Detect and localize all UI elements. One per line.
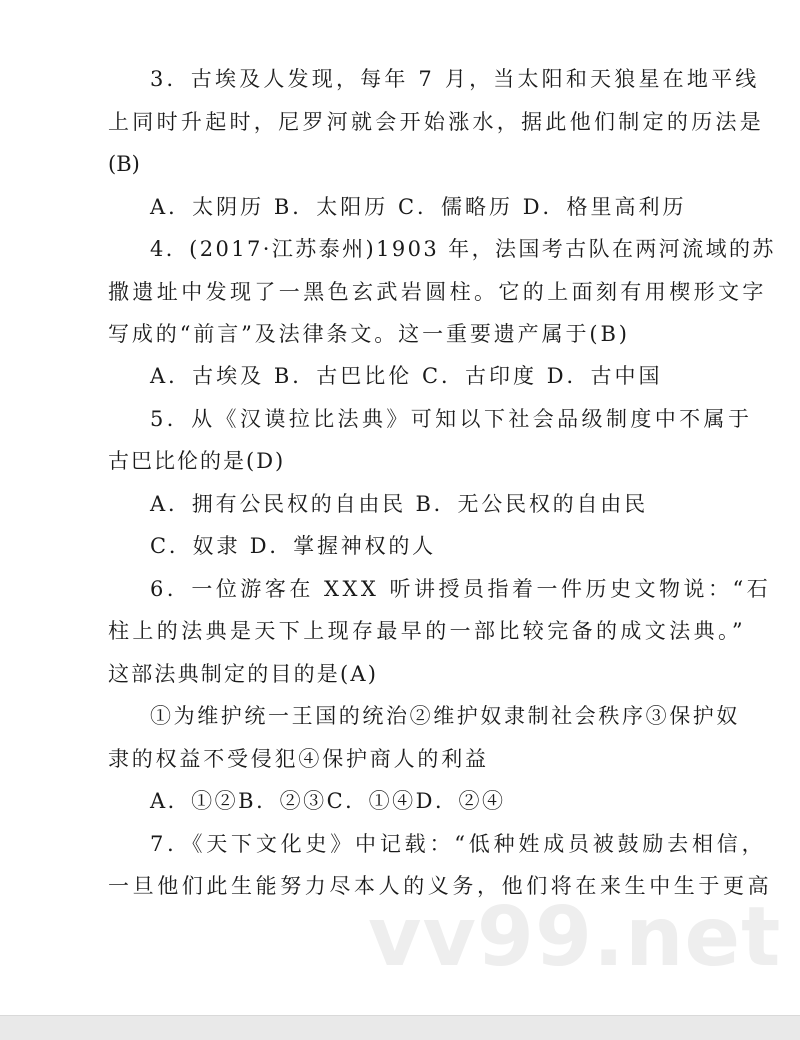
q4-line-2: 撒遗址中发现了一黑色玄武岩圆柱。它的上面刻有用楔形文字 xyxy=(108,280,767,304)
q6-statements-2: 隶的权益不受侵犯④保护商人的利益 xyxy=(108,747,489,771)
q7-line-2: 一旦他们此生能努力尽本人的义务，他们将在来生中生于更高 xyxy=(108,874,773,898)
watermark: vv99.net xyxy=(368,890,782,985)
q6-line-3: 这部法典制定的目的是(A) xyxy=(108,662,379,686)
q6-line-2: 柱上的法典是天下上现存最早的一部比较完备的成文法典。” xyxy=(108,619,747,643)
q6-options: A．①②B．②③C．①④D．②④ xyxy=(150,789,506,813)
q6-line-1: 6．一位游客在 XXX 听讲授员指着一件历史文物说：“石 xyxy=(150,577,772,601)
q4-line-3: 写成的“前言”及法律条文。这一重要遗产属于(B) xyxy=(108,322,630,346)
q3-answer: (B) xyxy=(108,152,140,176)
q3-line-1: 3．古埃及人发现，每年 7 月，当太阳和天狼星在地平线 xyxy=(150,67,760,91)
q7-line-1: 7．《天下文化史》中记载：“低种姓成员被鼓励去相信， xyxy=(150,832,767,856)
q6-statements-1: ①为维护统一王国的统治②维护奴隶制社会秩序③保护奴 xyxy=(150,704,740,728)
q5-options-1: A．拥有公民权的自由民 B．无公民权的自由民 xyxy=(150,492,648,516)
page-bottom-edge xyxy=(0,1015,800,1040)
q5-line-2: 古巴比伦的是(D) xyxy=(108,449,286,473)
q4-options: A．古埃及 B．古巴比伦 C．古印度 D．古中国 xyxy=(150,364,663,388)
q4-line-1: 4．(2017·江苏泰州)1903 年，法国考古队在两河流域的苏 xyxy=(150,237,776,261)
q5-line-1: 5．从《汉谟拉比法典》可知以下社会品级制度中不属于 xyxy=(150,407,753,431)
q5-options-2: C．奴隶 D．掌握神权的人 xyxy=(150,534,436,558)
q3-options: A．太阴历 B．太阳历 C．儒略历 D．格里高利历 xyxy=(150,195,687,219)
q3-line-2: 上同时升起时，尼罗河就会开始涨水，据此他们制定的历法是 xyxy=(108,110,765,134)
